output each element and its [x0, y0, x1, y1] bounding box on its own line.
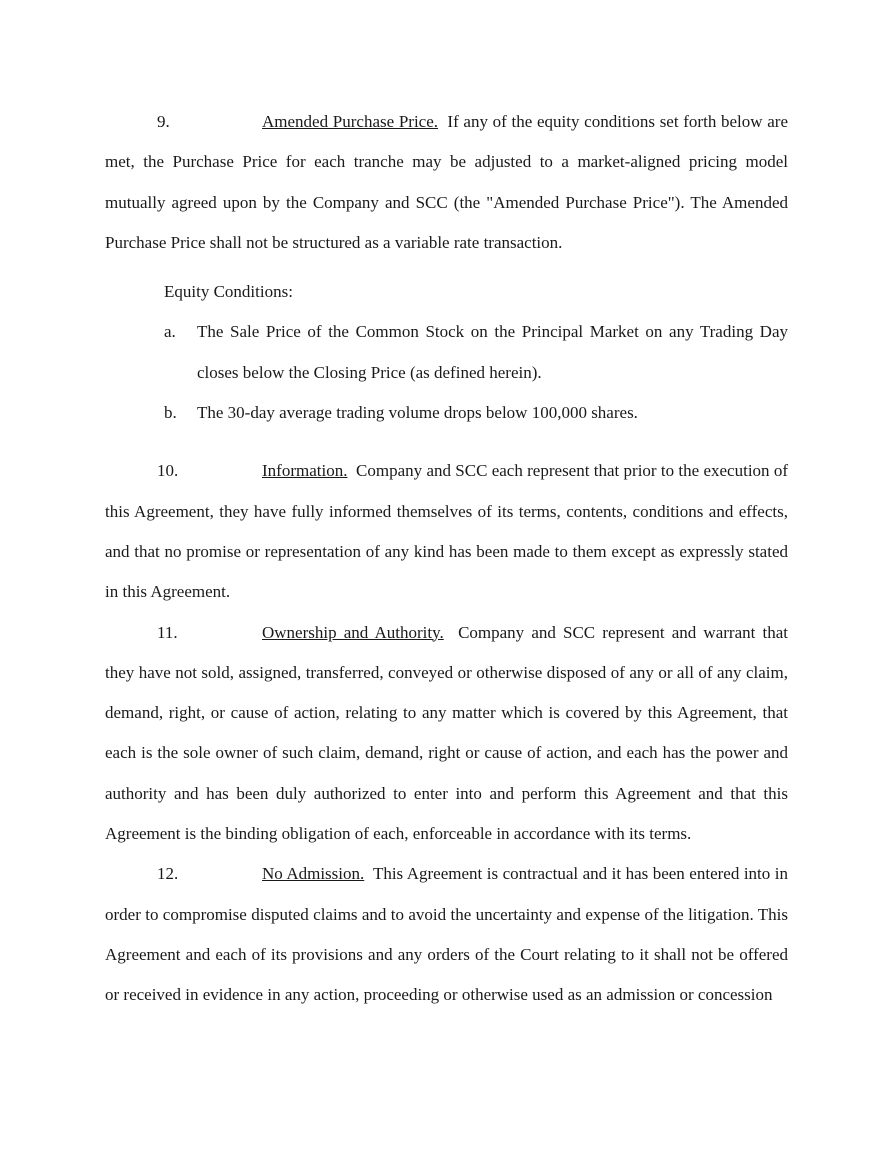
equity-conditions-title: Equity Conditions: — [164, 282, 293, 302]
section-11 — [105, 613, 788, 855]
section-12 — [105, 854, 788, 1015]
section-number: 12. — [157, 864, 179, 884]
condition-item — [164, 393, 788, 433]
document-page — [105, 102, 788, 1016]
section-9 — [105, 102, 788, 263]
section-text: If any of the equity conditions set forth below are met, the Purchase Price for each tranche may be adjusted to a market-aligned pricing model mutually agreed upon by the Company and SCC (the "Amended Purchase Price"). The Amended Purchase Price shall not be structured as a variable rate transaction. — [105, 112, 788, 252]
section-number: 11. — [157, 622, 178, 642]
condition-item — [164, 312, 788, 393]
section-text: Company and SCC each represent that prior to the execution of this Agreement, they have fully informed themselves of its terms, contents, conditions and effects, and that no promise or representation of any kind has been made to them except as expressly stated in this Agreement. — [105, 461, 788, 602]
section-10 — [105, 451, 788, 612]
section-number: 10. — [157, 461, 179, 481]
equity-conditions — [105, 272, 788, 433]
condition-text: The 30-day average trading volume drops below 100,000 shares. — [197, 403, 638, 423]
section-heading: Information. — [262, 461, 348, 481]
condition-letter: a. — [164, 322, 176, 342]
section-heading: No Admission. — [262, 864, 365, 884]
section-heading: Ownership and Authority. — [262, 622, 444, 642]
section-text: Company and SCC represent and warrant that they have not sold, assigned, transferred, conveyed or otherwise disposed of any or all of any claim, demand, right, or cause of action, relating to any matter which is covered by this Agreement, that each is the sole owner of such claim, demand, right or cause of action, and each has the power and authority and has been duly authorized to enter into and perform this Agreement and that this Agreement is the binding obligation of each, enforceable in accordance with its terms. — [105, 622, 788, 844]
condition-letter: b. — [164, 403, 177, 423]
section-number: 9. — [157, 112, 170, 131]
condition-text: The Sale Price of the Common Stock on the Principal Market on any Trading Day closes below the Closing Price (as defined herein). — [197, 322, 788, 382]
section-heading: Amended Purchase Price. — [262, 112, 439, 131]
section-text: This Agreement is contractual and it has been entered into in order to compromise disputed claims and to avoid the uncertainty and expense of the litigation. This Agreement and each of its provisions and any orders of the Court relating to it shall not be offered or received in evidence in any action, proceeding or otherwise used as an admission or concession — [105, 864, 788, 1005]
